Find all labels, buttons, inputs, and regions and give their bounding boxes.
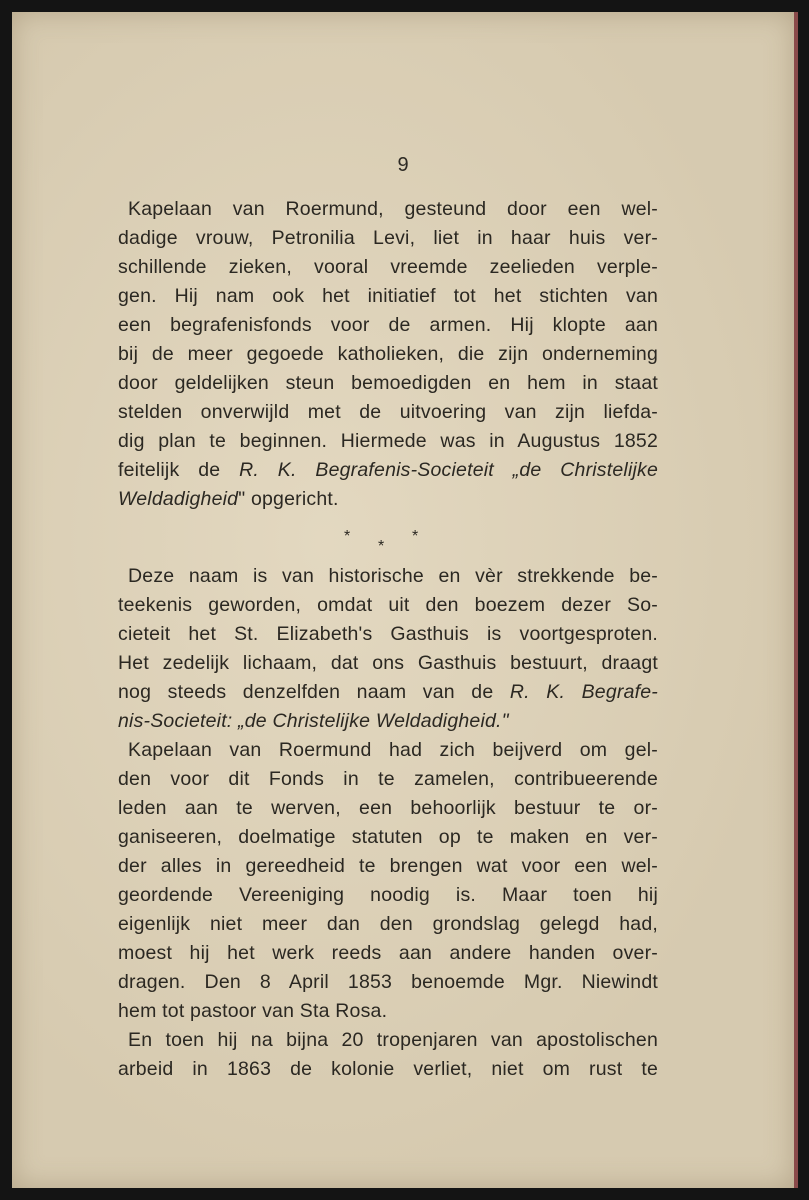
text-line	[118, 678, 658, 707]
text-line: stelden onverwijld met de uitvoering van zijn liefda-	[118, 401, 658, 423]
text-line: der alles in gereedheid te brengen wat voor een wel-	[118, 855, 658, 877]
text-run: " opgericht.	[238, 488, 339, 510]
text-line: Kapelaan van Roermund had zich beijverd om gel-	[128, 739, 658, 761]
text-line: cieteit het St. Elizabeth's Gasthuis is voortgesproten.	[118, 623, 658, 645]
paragraph-3	[118, 736, 658, 1026]
paragraph-4	[118, 1026, 658, 1084]
text-line: arbeid in 1863 de kolonie verliet, niet om rust te	[118, 1058, 658, 1080]
paragraph-2	[118, 562, 658, 736]
text-line: dadige vrouw, Petronilia Levi, liet in haar huis ver-	[118, 227, 658, 249]
text-line: dig plan te beginnen. Hiermede was in Augustus 1852	[118, 430, 658, 452]
text-line: bij de meer gegoede katholieken, die zijn onderneming	[118, 343, 658, 365]
text-line: eigenlijk niet meer dan den grondslag gelegd had,	[118, 913, 658, 935]
text-line: schillende zieken, vooral vreemde zeelieden verple-	[118, 256, 658, 278]
page-edge	[794, 12, 798, 1188]
paragraph-1	[118, 195, 658, 514]
separator-asterisk: *	[344, 528, 351, 545]
text-line: een begrafenisfonds voor de armen. Hij klopte aan	[118, 314, 658, 336]
body-text	[118, 195, 658, 1084]
text-line: gen. Hij nam ook het initiatief tot het stichten van	[118, 285, 658, 307]
society-name-italic: R. K. Begrafe-	[509, 681, 658, 703]
text-line: dragen. Den 8 April 1853 benoemde Mgr. Niewindt	[118, 971, 658, 993]
section-separator	[118, 516, 658, 558]
text-line	[118, 485, 658, 514]
text-line: geordende Vereeniging noodig is. Maar toen hij	[118, 884, 658, 906]
society-name-italic: Weldadigheid	[118, 488, 239, 510]
text-line: teekenis geworden, omdat uit den boezem dezer So-	[118, 594, 658, 616]
text-line	[118, 456, 658, 485]
separator-asterisk: *	[412, 528, 419, 545]
text-line: moest hij het werk reeds aan andere handen over-	[118, 942, 658, 964]
text-line: leden aan te werven, een behoorlijk bestuur te or-	[118, 797, 658, 819]
separator-asterisk: *	[378, 538, 385, 555]
text-line: hem tot pastoor van Sta Rosa.	[118, 1000, 388, 1022]
text-run: nog steeds denzelfden naam van de	[118, 681, 510, 703]
text-line: door geldelijken steun bemoedigden en hem in staat	[118, 372, 658, 394]
text-line: Kapelaan van Roermund, gesteund door een wel-	[128, 198, 658, 220]
text-run: feitelijk de	[118, 459, 240, 481]
page-number: 9	[397, 154, 409, 176]
text-line: Het zedelijk lichaam, dat ons Gasthuis bestuurt, draagt	[118, 652, 658, 674]
text-line: nis-Societeit: „de Christelijke Weldadigheid."	[118, 710, 509, 732]
text-line: den voor dit Fonds in te zamelen, contribueerende	[118, 768, 658, 790]
text-line: Deze naam is van historische en vèr strekkende be-	[128, 565, 658, 587]
text-line: En toen hij na bijna 20 tropenjaren van apostolischen	[128, 1029, 658, 1051]
page	[12, 12, 794, 1188]
society-name-italic: R. K. Begrafenis-Societeit „de Christelijke	[239, 459, 659, 481]
text-line: ganiseeren, doelmatige statuten op te maken en ver-	[118, 826, 658, 848]
